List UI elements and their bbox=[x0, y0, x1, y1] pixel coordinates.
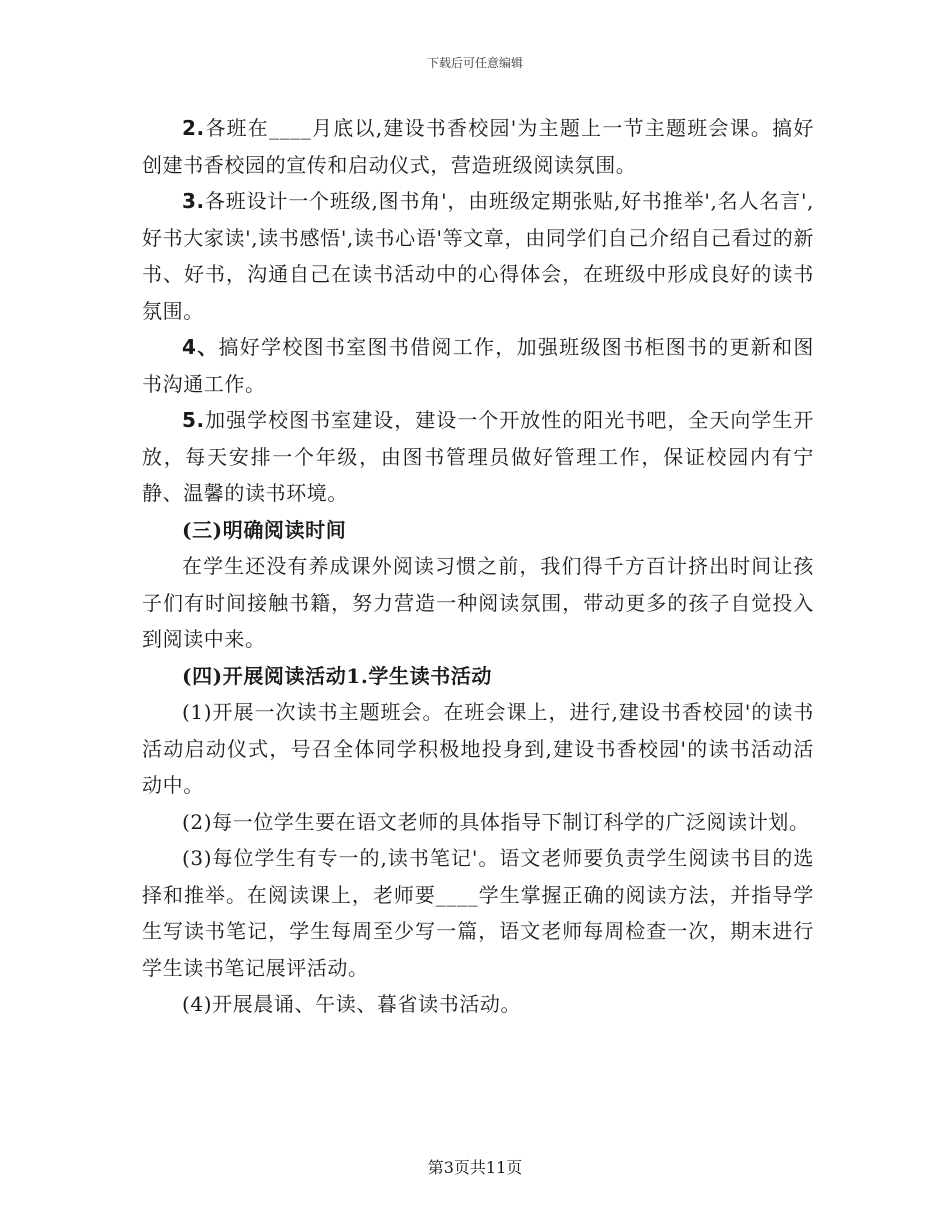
paragraph-item-5 bbox=[142, 402, 814, 512]
item-number: 4、 bbox=[182, 335, 219, 359]
paragraph-text: 加强学校图书室建设，建设一个开放性的阳光书吧，全天向学生开放，每天安排一个年级，由图书管理员做好管理工作，保证校园内有宁静、温馨的读书环境。 bbox=[142, 408, 814, 505]
paragraph-text: 各班在____月底以,建设书香校园'为主题上一节主题班会课。搞好创建书香校园的宣传和启动仪式，营造班级阅读氛围。 bbox=[142, 116, 814, 177]
activity-item-3: (3)每位学生有专一的,读书笔记'。语文老师要负责学生阅读书目的选择和推举。在阅读课上，老师要____学生掌握正确的阅读方法，并指导学生写读书笔记，学生每周至少写一篇，语文老师每周检查一次，期末进行学生读书笔记展评活动。 bbox=[142, 846, 814, 980]
paragraph-text: 搞好学校图书室图书借阅工作，加强班级图书柜图书的更新和图书沟通工作。 bbox=[142, 335, 814, 396]
activity-item-4: (4)开展晨诵、午读、暮省读书活动。 bbox=[182, 992, 522, 1016]
activity-item-2: (2)每一位学生要在语文老师的具体指导下制订科学的广泛阅读计划。 bbox=[182, 809, 810, 834]
page-header: 下载后可任意编辑 bbox=[426, 56, 523, 70]
paragraph-item-4 bbox=[142, 329, 814, 402]
document-body bbox=[142, 110, 814, 1023]
paragraph-item-2 bbox=[142, 110, 814, 183]
activity-item-1: (1)开展一次读书主题班会。在班会课上，进行,建设书香校园'的读书活动启动仪式，号召全体同学积极地投身到,建设书香校园'的读书活动活动中。 bbox=[142, 700, 814, 797]
paragraph-item-3 bbox=[142, 183, 814, 329]
item-number: 5. bbox=[182, 408, 205, 432]
section-heading-4: (四)开展阅读活动1.学生读书活动 bbox=[182, 663, 493, 688]
item-number: 3. bbox=[182, 189, 205, 213]
section-3-text: 在学生还没有养成课外阅读习惯之前，我们得千方百计挤出时间让孩子们有时间接触书籍，努力营造一种阅读氛围，带动更多的孩子自觉投入到阅读中来。 bbox=[142, 554, 814, 651]
page-number: 第3页共11页 bbox=[427, 1158, 523, 1177]
item-number: 2. bbox=[182, 116, 205, 140]
paragraph-text: 各班设计一个班级,图书角'，由班级定期张贴,好书推举',名人名言',好书大家读',读书感悟',读书心语'等文章，由同学们自己介绍自己看过的新书、好书，沟通自己在读书活动中的心得体会，在班级中形成良好的读书氛围。 bbox=[142, 189, 814, 323]
section-heading-3: (三)明确阅读时间 bbox=[182, 517, 347, 542]
